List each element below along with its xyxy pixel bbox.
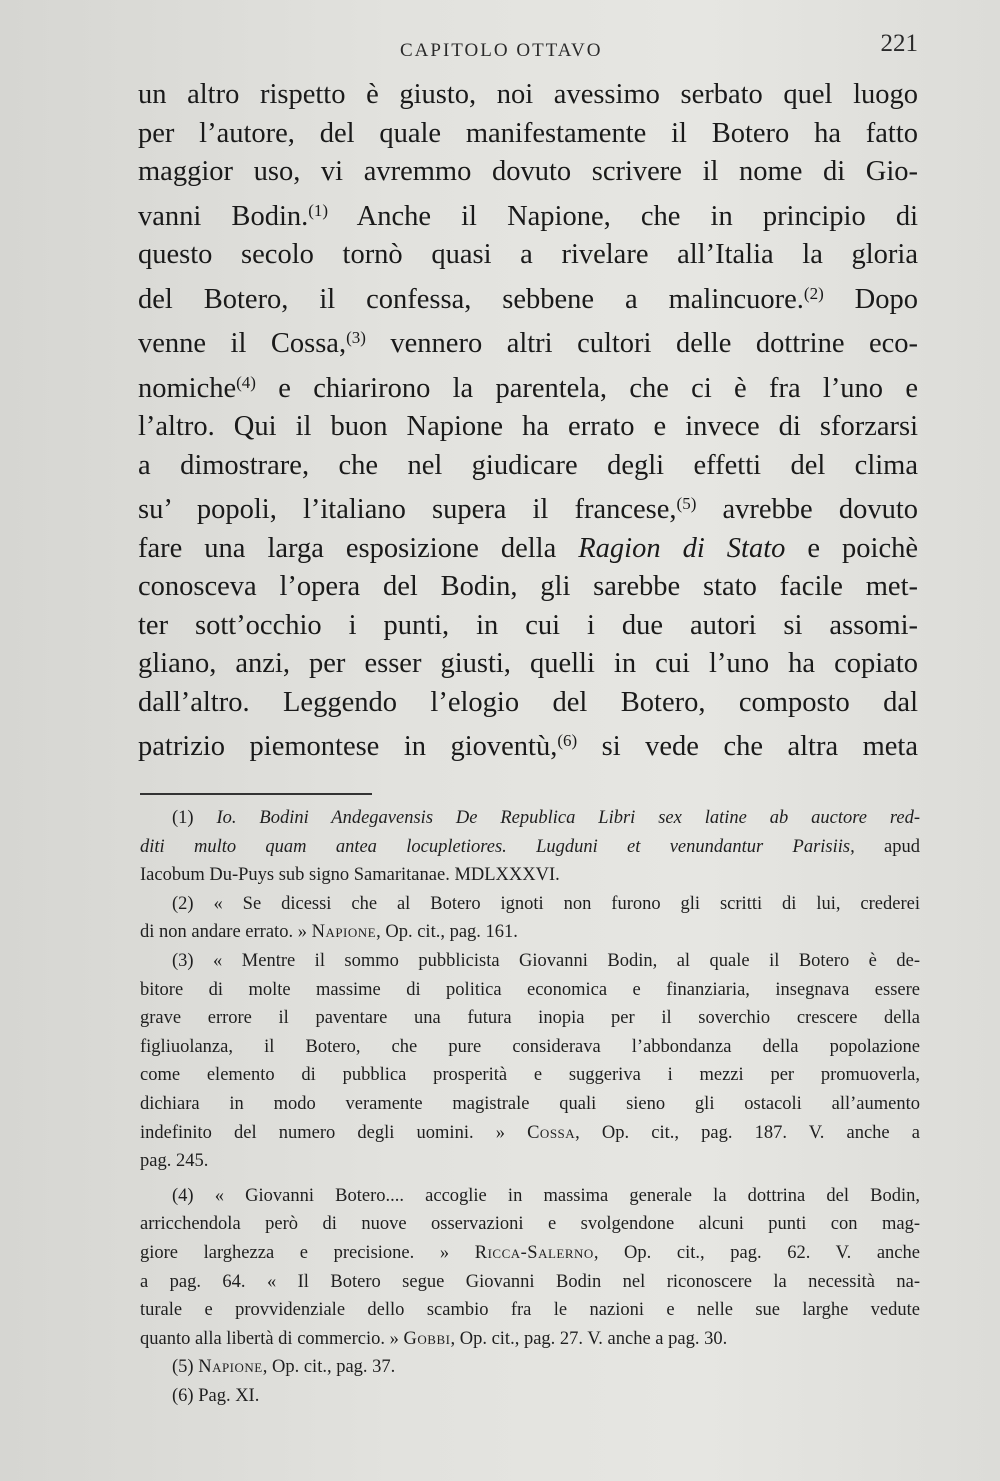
footnote-line: bitore di molte massime di politica economica e finanziaria, insegnava essere <box>140 979 920 1000</box>
running-title: CAPITOLO OTTAVO <box>400 40 603 61</box>
text-fragment: , Op. cit., pag. 62. V. anche <box>593 1242 920 1263</box>
author-name: Napione <box>311 922 377 943</box>
page-number: 221 <box>880 30 918 57</box>
footnote-marker: (1) <box>308 200 329 220</box>
footnote-marker: (2) <box>803 283 824 303</box>
author-name: Napione <box>198 1357 263 1378</box>
text-fragment: di non andare errato. » <box>140 922 312 943</box>
footnote-line: turale e provvidenziale dello scambio fra le nazioni e nelle sue larghe vedute <box>140 1300 920 1321</box>
footnote-6: (6) Pag. XI. <box>172 1385 260 1406</box>
text-line: gliano, anzi, per esser giusti, quelli in cui l’uno ha copiato <box>138 648 918 679</box>
author-name: Gobbi <box>403 1328 451 1349</box>
footnote-2: (2) « Se dicessi che al Botero ignoti non furono gli scritti di lui, crederei <box>172 893 920 914</box>
text-line <box>138 485 918 530</box>
footnote-4: (4) « Giovanni Botero.... accoglie in massima generale la dottrina del Bodin, <box>172 1185 920 1206</box>
text-fragment: giore larghezza e precisione. » <box>140 1242 475 1263</box>
footnotes <box>140 804 920 1410</box>
text-fragment: , Op. cit., pag. 27. V. anche a pag. 30. <box>450 1328 728 1349</box>
text-line: per l’autore, del quale manifestamente il Botero ha fatto <box>138 117 918 149</box>
text-fragment: fare una larga esposizione della <box>138 532 579 564</box>
text-fragment: (1) <box>172 808 217 828</box>
text-line: un altro rispetto è giusto, noi avessimo serbato quel luogo <box>138 79 918 110</box>
footnote-line: figliuolanza, il Botero, che pure considerava l’abbondanza della popolazione <box>140 1036 920 1057</box>
footnote-line: arricchendola però di nuove osservazioni e svolgendone alcuni punti con mag- <box>140 1214 920 1235</box>
footnote-1 <box>140 804 920 833</box>
text-fragment: patrizio piemontese in gioventù, <box>138 731 558 762</box>
text-fragment: indefinito del numero degli uomini. » <box>140 1122 528 1143</box>
text-line <box>138 722 918 767</box>
text-fragment: (5) <box>172 1357 199 1378</box>
footnote-marker: (3) <box>346 328 366 347</box>
footnote-line <box>140 918 920 947</box>
text-fragment: Anche il Napione, che in principio di <box>328 200 918 232</box>
text-line: a dimostrare, che nel giudicare degli effetti del clima <box>138 449 918 481</box>
citation-italic: diti multo quam antea locupletiores. Lugduni et venundantur Parisiis, <box>140 836 855 857</box>
main-text <box>138 76 918 767</box>
text-fragment: vennero altri cultori delle dottrine eco- <box>365 328 919 359</box>
footnote-5 <box>140 1353 920 1382</box>
text-fragment: nomiche <box>138 372 237 404</box>
footnote-line: grave errore il paventare una futura inopia per il soverchio crescere della <box>140 1008 920 1029</box>
text-fragment: si vede che altra meta <box>577 731 918 762</box>
footnote-line: pag. 245. <box>140 1151 209 1172</box>
footnote-line: come elemento di pubblica prosperità e suggeriva i mezzi per promuoverla, <box>140 1065 920 1086</box>
footnote-line <box>140 1325 920 1354</box>
author-name: Ricca-Salerno <box>474 1242 594 1263</box>
footnote-line <box>140 833 920 862</box>
text-fragment: venne il Cossa, <box>138 328 347 359</box>
text-line: conosceva l’opera del Bodin, gli sarebbe stato facile met- <box>138 571 918 602</box>
text-fragment: , Op. cit., pag. 161. <box>376 922 518 943</box>
footnote-separator <box>140 793 372 795</box>
text-fragment: e poichè <box>785 532 918 564</box>
footnote-marker: (6) <box>557 731 578 750</box>
footnote-line <box>140 1239 920 1268</box>
text-line: maggior uso, vi avremmo dovuto scrivere il nome di Gio- <box>138 156 918 187</box>
book-title-italic: Ragion di Stato <box>578 532 786 564</box>
citation-italic: Io. Bodini Andegavensis De Republica Libri sex latine ab auctore red- <box>216 808 920 828</box>
text-line: dall’altro. Leggendo l’elogio del Botero, composto dal <box>138 686 918 718</box>
text-line <box>138 530 918 569</box>
text-fragment: e chiarirono la parentela, che ci è fra l’uno e <box>255 372 918 404</box>
text-fragment: quanto alla libertà di commercio. » <box>140 1328 404 1349</box>
text-fragment: , Op. cit., pag. 37. <box>262 1357 396 1378</box>
text-line <box>138 192 918 237</box>
author-name: Cossa <box>527 1122 576 1143</box>
footnote-line <box>140 1119 920 1148</box>
footnote-line: a pag. 64. « Il Botero segue Giovanni Bodin nel riconoscere la necessità na- <box>140 1271 920 1292</box>
text-line <box>138 319 918 364</box>
text-line: ter sott’occhio i punti, in cui i due autori si assomi- <box>138 609 918 641</box>
text-fragment: avrebbe dovuto <box>696 494 918 525</box>
text-fragment: vanni Bodin. <box>138 200 309 232</box>
footnote-3: (3) « Mentre il sommo pubblicista Giovanni Bodin, al quale il Botero è de- <box>172 950 920 971</box>
text-line: l’altro. Qui il buon Napione ha errato e invece di sforzarsi <box>138 411 918 442</box>
text-fragment: su’ popoli, l’italiano supera il francese, <box>138 494 677 525</box>
footnote-line: dichiara in modo veramente magistrale quali sieno gli ostacoli all’aumento <box>140 1093 920 1114</box>
page-header <box>138 28 918 68</box>
text-fragment: , Op. cit., pag. 187. V. anche a <box>575 1122 920 1143</box>
text-line <box>138 275 918 320</box>
text-fragment: Dopo <box>823 283 918 315</box>
text-line: questo secolo tornò quasi a rivelare all’Italia la gloria <box>138 239 918 270</box>
footnote-marker: (4) <box>236 372 256 392</box>
footnote-marker: (5) <box>676 494 697 513</box>
text-line <box>138 364 918 409</box>
text-fragment: del Botero, il confessa, sebbene a malincuore. <box>138 283 804 315</box>
footnote-line: Iacobum Du-Puys sub signo Samaritanae. MDLXXXVI. <box>140 865 560 886</box>
text-fragment: apud <box>854 836 920 857</box>
